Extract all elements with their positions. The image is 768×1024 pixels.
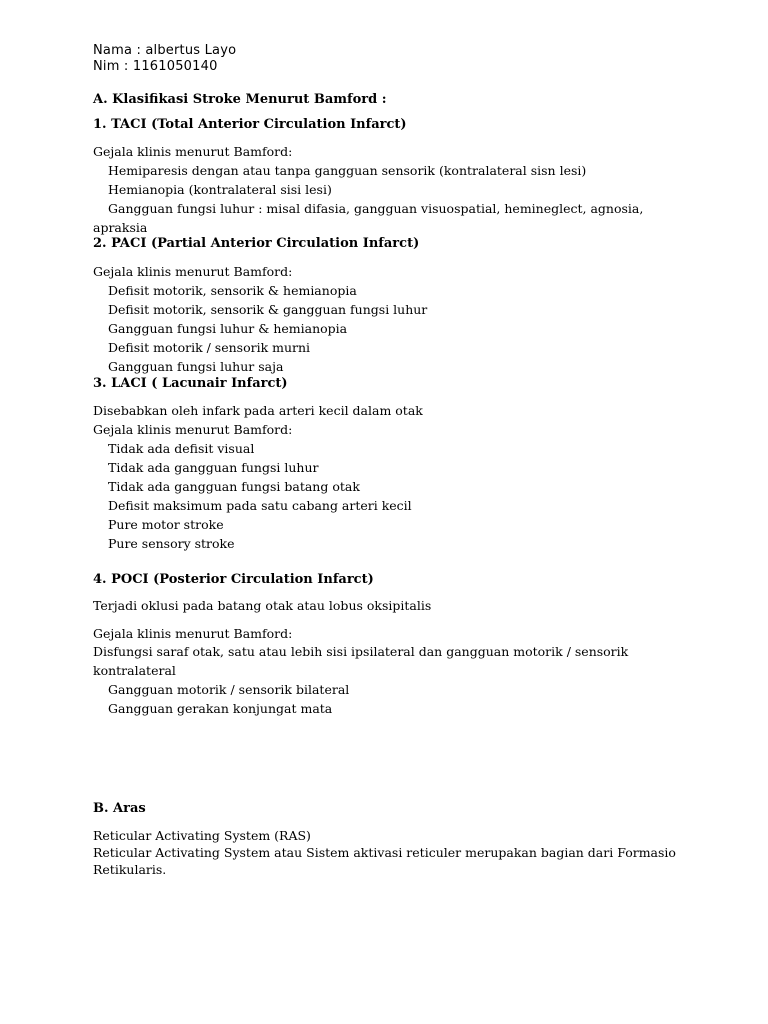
paci-item: Defisit motorik / sensorik murni (108, 340, 311, 355)
poci-item: Gangguan motorik / sensorik bilateral (108, 682, 350, 697)
laci-cause: Disebabkan oleh infark pada arteri kecil dalam otak (93, 403, 423, 418)
section-a-title: A. Klasifikasi Stroke Menurut Bamford : (93, 92, 387, 107)
poci-cause: Terjadi oklusi pada batang otak atau lobus oksipitalis (93, 598, 432, 613)
section-b-line: Retikularis. (93, 862, 167, 877)
laci-item: Tidak ada gangguan fungsi batang otak (108, 479, 360, 494)
laci-item: Pure motor stroke (108, 517, 224, 532)
laci-item: Tidak ada gangguan fungsi luhur (108, 460, 319, 475)
taci-heading: 1. TACI (Total Anterior Circulation Infarct) (93, 117, 407, 132)
section-b-line: Reticular Activating System (RAS) (93, 828, 311, 843)
poci-item-wrap: kontralateral (93, 663, 176, 678)
laci-intro: Gejala klinis menurut Bamford: (93, 422, 293, 437)
laci-heading: 3. LACI ( Lacunair Infarct) (93, 376, 288, 391)
taci-intro: Gejala klinis menurut Bamford: (93, 144, 293, 159)
poci-intro: Gejala klinis menurut Bamford: (93, 626, 293, 641)
student-nim: Nim : 1161050140 (93, 59, 218, 74)
laci-item: Defisit maksimum pada satu cabang arteri kecil (108, 498, 412, 513)
taci-item: Hemiparesis dengan atau tanpa gangguan sensorik (kontralateral sisn lesi) (108, 163, 587, 178)
taci-item-wrap: apraksia (93, 220, 148, 235)
section-b-title: B. Aras (93, 801, 146, 816)
poci-item: Disfungsi saraf otak, satu atau lebih sisi ipsilateral dan gangguan motorik / sensorik (93, 644, 629, 659)
student-name: Nama : albertus Layo (93, 43, 237, 58)
paci-item: Gangguan fungsi luhur saja (108, 359, 284, 374)
paci-item: Defisit motorik, sensorik & hemianopia (108, 283, 357, 298)
taci-item: Gangguan fungsi luhur : misal difasia, gangguan visuospatial, hemineglect, agnosia, (108, 201, 644, 216)
paci-item: Defisit motorik, sensorik & gangguan fungsi luhur (108, 302, 428, 317)
paci-intro: Gejala klinis menurut Bamford: (93, 264, 293, 279)
poci-heading: 4. POCI (Posterior Circulation Infarct) (93, 572, 374, 587)
paci-item: Gangguan fungsi luhur & hemianopia (108, 321, 348, 336)
poci-item: Gangguan gerakan konjungat mata (108, 701, 333, 716)
laci-item: Tidak ada defisit visual (108, 441, 255, 456)
laci-item: Pure sensory stroke (108, 536, 235, 551)
section-b-line: Reticular Activating System atau Sistem aktivasi reticuler merupakan bagian dari Formasio (93, 845, 676, 860)
taci-item: Hemianopia (kontralateral sisi lesi) (108, 182, 332, 197)
paci-heading: 2. PACI (Partial Anterior Circulation Infarct) (93, 236, 420, 251)
